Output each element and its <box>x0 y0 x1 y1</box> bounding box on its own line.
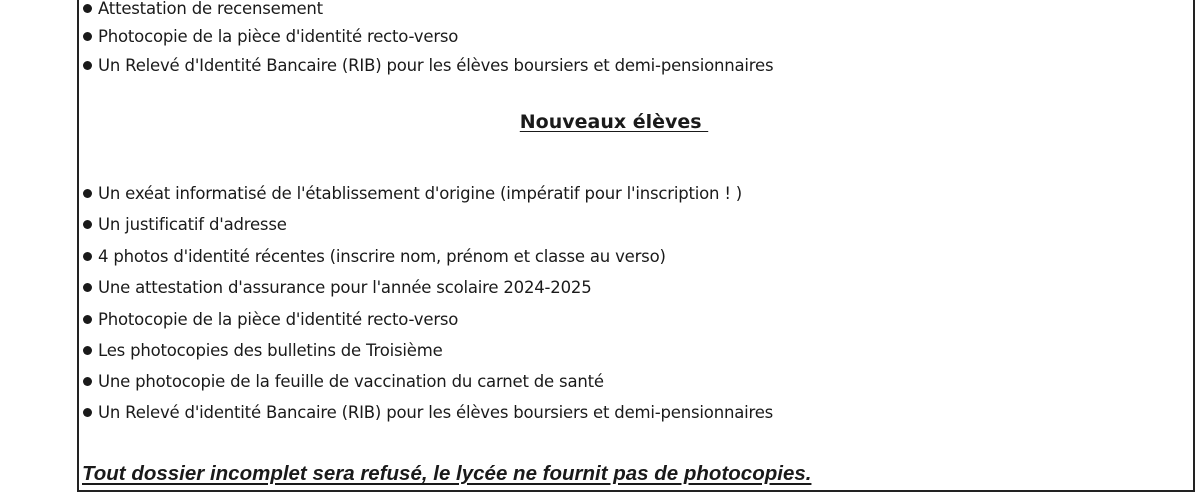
list-item <box>83 180 742 206</box>
bullet-icon <box>83 283 92 292</box>
list-item-text: Une photocopie de la feuille de vaccination du carnet de santé <box>98 371 604 391</box>
list-item-text: Un justificatif d'adresse <box>98 214 287 234</box>
list-item <box>83 211 287 237</box>
bullet-icon <box>83 220 92 229</box>
list-item <box>83 399 773 425</box>
bullet-icon <box>83 408 92 417</box>
list-item <box>83 0 323 21</box>
list-item-text: Un Relevé d'identité Bancaire (RIB) pour les élèves boursiers et demi-pensionnaires <box>98 402 774 422</box>
bullet-icon <box>83 4 92 13</box>
list-item-text: Photocopie de la pièce d'identité recto-verso <box>98 26 459 46</box>
list-item <box>83 306 458 332</box>
bullet-icon <box>83 377 92 386</box>
bullet-icon <box>83 346 92 355</box>
list-item <box>83 243 666 269</box>
list-item <box>83 52 773 78</box>
bullet-icon <box>83 252 92 261</box>
list-item-text: Un exéat informatisé de l'établissement d'origine (impératif pour l'inscription ! ) <box>98 183 743 203</box>
list-item <box>83 274 592 300</box>
list-item-text: Photocopie de la pièce d'identité recto-verso <box>98 309 459 329</box>
list-item-text: Un Relevé d'Identité Bancaire (RIB) pour les élèves boursiers et demi-pensionnaires <box>98 55 774 75</box>
bullet-icon <box>83 32 92 41</box>
list-item <box>83 23 458 49</box>
list-item <box>83 368 604 394</box>
list-item-text: 4 photos d'identité récentes (inscrire nom, prénom et classe au verso) <box>98 246 666 266</box>
bullet-icon <box>83 315 92 324</box>
incomplete-file-warning: Tout dossier incomplet sera refusé, le lycée ne fournit pas de photocopies. <box>82 462 812 485</box>
section-heading: Nouveaux élèves <box>519 111 709 133</box>
list-item <box>83 337 443 363</box>
bullet-icon <box>83 61 92 70</box>
list-item-text: Une attestation d'assurance pour l'année scolaire 2024-2025 <box>98 277 592 297</box>
bullet-icon <box>83 189 92 198</box>
list-item-text: Les photocopies des bulletins de Troisième <box>98 340 443 360</box>
list-item-text: Attestation de recensement <box>98 0 323 18</box>
